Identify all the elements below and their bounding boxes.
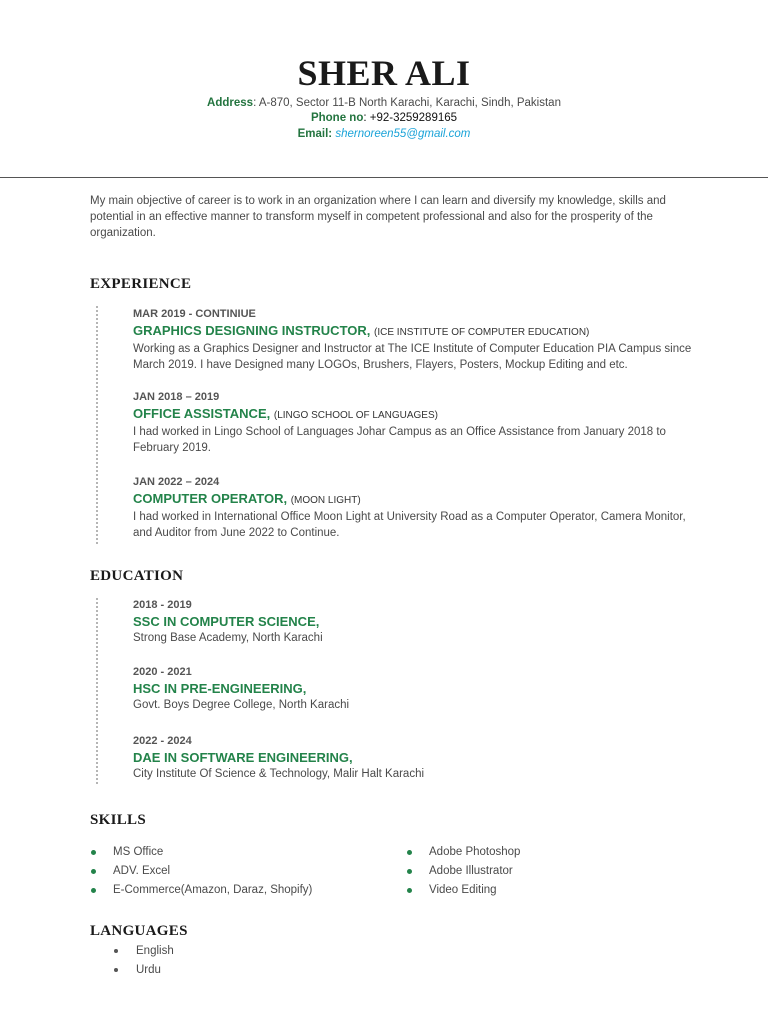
header-divider [0, 177, 768, 178]
experience-description: I had worked in International Office Moon Light at University Road as a Computer Operator, Camera Monitor, and Auditor from June 2022 to Continue. [133, 511, 686, 539]
education-school: City Institute Of Science & Technology, Malir Halt Karachi [133, 768, 425, 780]
experience-date: JAN 2022 – 2024 [133, 476, 220, 488]
address-label: Address [207, 97, 254, 109]
experience-org: (LINGO SCHOOL OF LANGUAGES) [273, 410, 438, 421]
bullet-icon [114, 968, 118, 972]
experience-item [133, 307, 693, 373]
bullet-icon [407, 888, 412, 893]
education-item [133, 734, 693, 783]
address-value: A-870, Sector 11-B North Karachi, Karachi, Sindh, Pakistan [258, 97, 561, 109]
experience-date: JAN 2018 – 2019 [133, 391, 220, 403]
experience-org: (MOON LIGHT) [290, 495, 361, 506]
bullet-icon [91, 869, 96, 874]
skills-list-left [91, 843, 312, 900]
bullet-icon [91, 850, 96, 855]
skill-item: Video Editing [407, 881, 520, 900]
experience-role: OFFICE ASSISTANCE, (LINGO SCHOOL OF LANGUAGES) [133, 406, 438, 421]
email-link[interactable]: shernoreen55@gmail.com [335, 128, 471, 140]
phone-value: +92-3259289165 [369, 112, 458, 124]
phone-line: Phone no: +92-3259289165 [310, 112, 458, 124]
languages-heading: LANGUAGES [90, 923, 188, 939]
education-date: 2018 - 2019 [133, 599, 192, 611]
skill-item: Adobe Photoshop [407, 843, 520, 862]
education-item [133, 598, 693, 647]
skill-item: Adobe Illustrator [407, 862, 520, 881]
experience-org: (ICE INSTITUTE OF COMPUTER EDUCATION) [374, 327, 590, 338]
skills-list-right [407, 843, 520, 900]
experience-role: COMPUTER OPERATOR, (MOON LIGHT) [133, 491, 361, 506]
language-item: English [114, 942, 174, 961]
education-date: 2022 - 2024 [133, 735, 192, 747]
phone-label: Phone no [310, 112, 364, 124]
skill-item: E-Commerce(Amazon, Daraz, Shopify) [91, 881, 312, 900]
experience-item [133, 475, 693, 541]
experience-item [133, 390, 693, 456]
education-timeline [96, 598, 98, 784]
bullet-icon [407, 869, 412, 874]
bullet-icon [91, 888, 96, 893]
candidate-name: SHER ALI [297, 53, 471, 93]
email-line [0, 127, 768, 142]
career-objective: My main objective of career is to work in an organization where I can learn and diversify my knowledge, skills and potential in an effective manner to transform myself in competent professional and also for the prosperity of the organization. [90, 195, 666, 239]
education-heading: EDUCATION [90, 568, 184, 584]
experience-description: Working as a Graphics Designer and Instructor at The ICE Institute of Computer Education PIA Campus since March 2019. I have Designed many LOGOs, Brushers, Flayers, Posters, Mockup Editing and etc. [133, 343, 692, 371]
skills-heading: SKILLS [90, 812, 146, 828]
email-label: Email: [297, 128, 333, 140]
experience-heading: EXPERIENCE [90, 276, 192, 292]
bullet-icon [407, 850, 412, 855]
education-degree: DAE IN SOFTWARE ENGINEERING, [133, 750, 353, 765]
education-degree: SSC IN COMPUTER SCIENCE, [133, 614, 320, 629]
skill-item: ADV. Excel [91, 862, 312, 881]
experience-description: I had worked in Lingo School of Languages Johar Campus as an Office Assistance from January 2018 to February 2019. [133, 426, 666, 454]
education-item [133, 665, 693, 714]
education-degree: HSC IN PRE-ENGINEERING, [133, 681, 307, 696]
experience-timeline [96, 306, 98, 544]
languages-list [114, 942, 174, 980]
address-line: Address: A-870, Sector 11-B North Karachi, Karachi, Sindh, Pakistan [207, 97, 561, 109]
education-school: Strong Base Academy, North Karachi [133, 632, 323, 644]
education-date: 2020 - 2021 [133, 666, 192, 678]
language-item: Urdu [114, 961, 174, 980]
skill-item: MS Office [91, 843, 312, 862]
experience-role: GRAPHICS DESIGNING INSTRUCTOR, (ICE INSTITUTE OF COMPUTER EDUCATION) [133, 323, 590, 338]
education-school: Govt. Boys Degree College, North Karachi [133, 699, 350, 711]
bullet-icon [114, 949, 118, 953]
experience-date: MAR 2019 - CONTINIUE [133, 308, 256, 320]
